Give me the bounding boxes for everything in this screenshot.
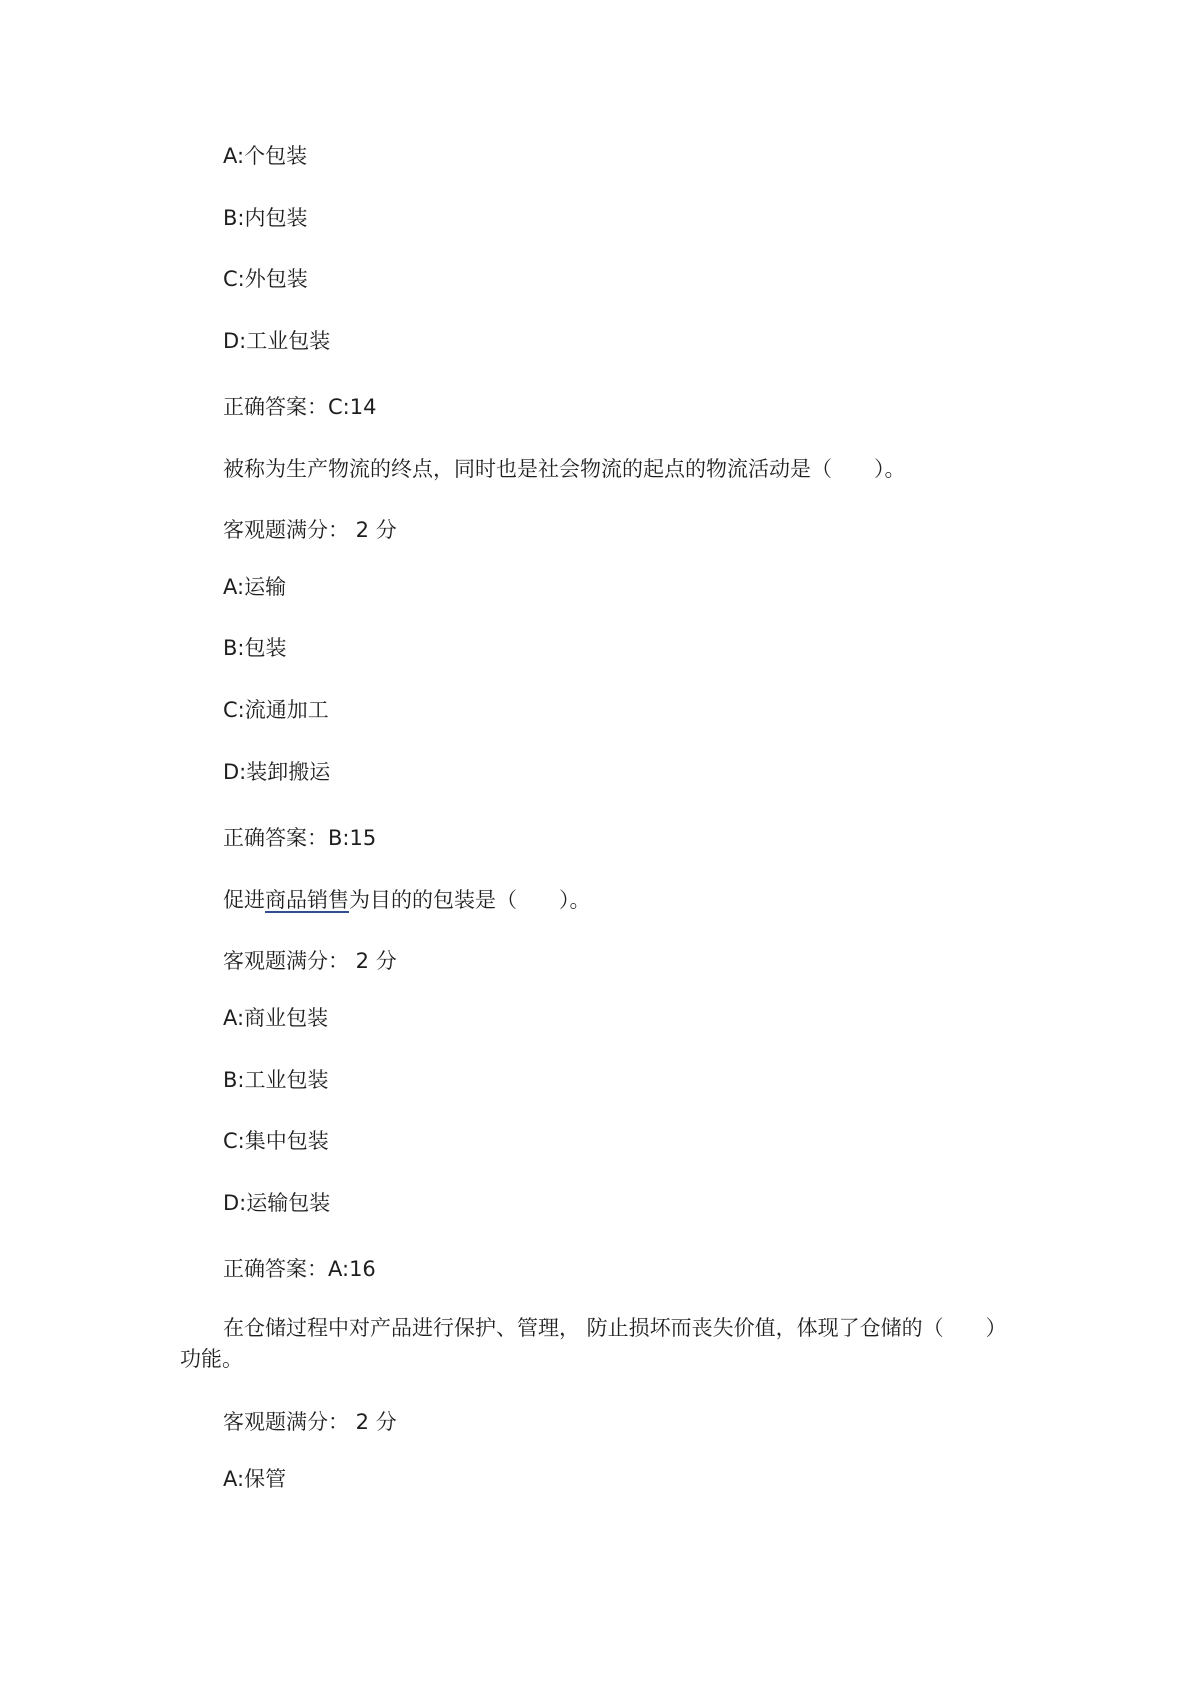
option-d: D:装卸搬运 [223,760,331,784]
question-score: 客观题满分： 2 分 [223,949,397,973]
option-a: A:商业包装 [223,1006,329,1030]
question-text [223,886,591,914]
correct-answer: 正确答案：C:14 [223,395,377,419]
correct-answer: 正确答案：A:16 [223,1257,376,1281]
question-text: 被称为生产物流的终点，同时也是社会物流的起点的物流活动是（ ）。 [223,457,906,481]
option-b: B:包装 [223,636,287,660]
option-b: B:工业包装 [223,1068,329,1092]
option-d: D:工业包装 [223,329,331,353]
option-c: C:外包装 [223,267,308,291]
question-text-after: 为目的的包装是（ ）。 [349,888,591,912]
question-text: 在仓储过程中对产品进行保护、管理， 防止损坏而丧失价值，体现了仓储的（ ）功能。 [180,1316,1007,1371]
option-d: D:运输包装 [223,1191,331,1215]
question-text-before: 促进 [223,888,265,912]
question-score: 客观题满分： 2 分 [223,518,397,542]
option-c: C:集中包装 [223,1129,329,1153]
option-a: A:保管 [223,1467,287,1491]
product-sales-link[interactable]: 商品销售 [265,888,349,912]
option-c: C:流通加工 [223,698,329,722]
option-a: A:运输 [223,575,287,599]
option-b: B:内包装 [223,206,308,230]
correct-answer: 正确答案：B:15 [223,826,377,850]
question-score: 客观题满分： 2 分 [223,1410,397,1434]
option-a: A:个包装 [223,144,308,168]
